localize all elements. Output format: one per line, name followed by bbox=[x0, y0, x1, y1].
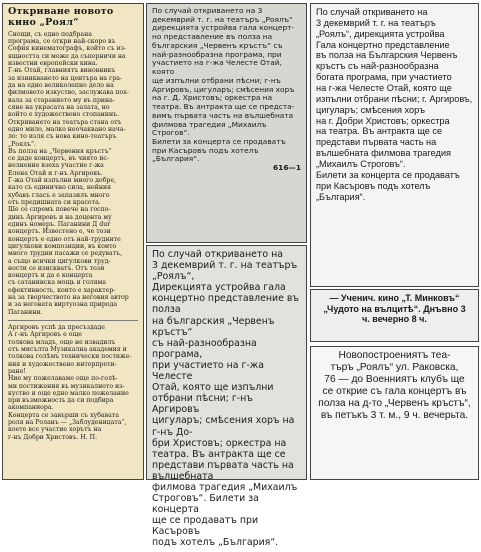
ad-body: По случай откриването на 3 декемврий т. г. на театъръ „Роялъ“, дирекцията устройва Гала концертно представление въ полза на Българския Червенъ кръстъ съ най-разнообразна богата програма, при участието на г-жа Челесте Отай, която ще изпълни отбрани пѣсни; г. Аргировъ, цигуларъ; смѣсения хоръ на г. Добри Христовъ; оркестра на театра. Въ антракта ще се представи първата часть на вълшебната филмова трагедия „Михаилъ Строговъ“. Билети за концерта се продаватъ при Касъровъ подъ хотелъ „България“. bbox=[316, 7, 473, 202]
clip-mid-top-ad bbox=[146, 3, 307, 243]
article-body: Снощи, съ едно подбрана програма, се откри най-скоро въ София кинематографъ, който съ из- ящността си може да съперничи на известни европейски кина. Г-нъ Отай, главниятъ виновникъ за изникването на центъра на гра- да на едно великолепно дело на филмовото изкуство, заслужава пох- вала за старанието му въ прина- сяне на украсата на залата, но който е художествено стопанинъ. Откриването на театъра стана отъ едно мило, малко неочаквано нача- ло: то изля съ нова кино-театъръ „Роялъ“. Въ полза на „Червения кръстъ“ се даде концертъ, въ чиято ис- нелнение взеха участие г-жа Елена Отай и г-нъ Аргировъ. Г-жа Отай изпълни много добре, като съ единично сила, нейния хубавъ гласъ е запазилъ много отъ предишната си красота. Ше се спремъ повече на госпо- динъ Аргировъ и на доцента му единъ номеръ. Паганини Д dur концертъ. Известено е, че този концертъ е едно отъ най-трудните цигулкови композиции, въ които много трудни пасажи се редуватъ, а също всички цигулкови труд- ности се изискватъ. Отъ този концертъ и да е концерта съ сатанинска мощь и голяма ефективность, които е характер- на за творчеството на неговия автор и за неговата виртуозна природа Паганини. bbox=[8, 30, 129, 316]
clip-right-top-ad bbox=[310, 3, 479, 287]
notice-body: — Ученич. кино „Т. Минковъ“ „Чудото на вълцитѣ“. Днъвно 3 ч. вечерно 8 ч. bbox=[323, 293, 466, 325]
article-title: Откриване новото кино „Роял“ bbox=[8, 6, 114, 28]
clip-right-bottom-notice bbox=[310, 346, 479, 480]
article-lower-body: Аргировъ успѣ да пресъздаде А г-нъ Аргировъ е още толкова младъ, още не извадилъ отъ мисълта Музикална академия и толкова голѣмъ технически постиже- ния и художествено интерпрети- ране! Ние му пожелаваме още по-голѣ- ми постижения въ музикалното из- куство и още едно малко пожелание при възможность да си подбира акомпаниора. Концерта се завърши съ хубавата роля на Роланъ — „Заблуденицата“, което все участие хорътъ на г-нъ Добри Христовъ. Н. П. bbox=[8, 320, 138, 441]
ad-body: По случай откриването на 3 декемврий т. г. на театъръ „Роялъ“, Дирекцията устройва гала концертно представление въ полза на българския „Червенъ кръстъ“ съ най-разнообразна програма, при участието на г-жа Челесте Отай, която ще изпълни отбрани пѣсни; г-нъ Аргировъ цигуларъ; смѣсения хоръ на г-нъ До- бри Христовъ; оркестра на театра. Въ антракта ще се представи първата часть на вълшебната филмова трагедия „Михаилъ Строговъ“. Билети за концерта ще се продаватъ при Касъровъ подъ хотелъ „България“. bbox=[152, 249, 300, 549]
notice-body: Новопостроениятъ тea- търъ „Роялъ“ ул. Раковска, 76 — до Военниятъ клубъ ще се открие съ гала концертъ въ полза на д-то „Червенъ кръстъ“, въ петъкъ 3 т. м., 9 ч. вечерьта. bbox=[318, 350, 471, 422]
clip-mid-bottom-ad bbox=[146, 245, 307, 549]
ad-code: 616—1 bbox=[273, 163, 301, 173]
ad-body: По случай откриването на 3 декемврий т. г. на театъръ „Роялъ“ дирекцията устройва гала концерт- но представление въ полза на българския „Червенъ кръстъ“ съ най-разнообразна програма, при участието на г-жа Челесте Отай, която ще изпълни отбрани пѣсни; г-нъ Аргировъ, цигуларъ; смѣсения хоръ на г. Д. Христовъ; оркестра на театра. Въ антракта ще се прeдста- вимъ първата часть на вълшебната филмова трагедия „Михаилъ Строгов“. Билети за концерта се продаватъ при Касъровъ подъ хотелъ „България“. bbox=[152, 6, 295, 164]
clip-left-article bbox=[2, 3, 144, 480]
clip-right-mid-notice bbox=[310, 289, 479, 342]
